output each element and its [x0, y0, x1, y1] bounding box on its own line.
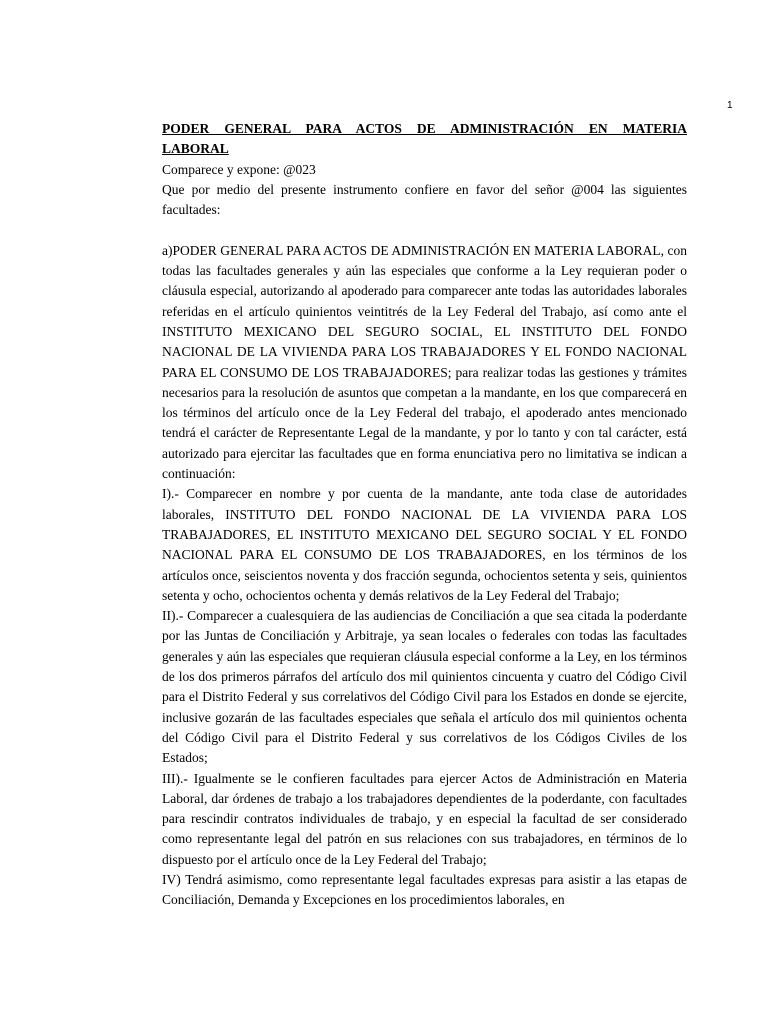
section-a-paragraph: a)PODER GENERAL PARA ACTOS DE ADMINISTRACIÓN EN MATERIA LABORAL, con todas las facultades generales y aún las especiales que conforme a la Ley requieran poder o cláusula especial, autorizando al apoderado para comparecer ante todas las autoridades laborales referidas en el artículo quinientos veintitrés de la Ley Federal del Trabajo, así como ante el INSTITUTO MEXICANO DEL SEGURO SOCIAL, EL INSTITUTO DEL FONDO NACIONAL DE LA VIVIENDA PARA LOS TRABAJADORES Y EL FONDO NACIONAL PARA EL CONSUMO DE LOS TRABAJADORES; para realizar todas las gestiones y trámites necesarios para la resolución de asuntos que competan a la mandante, en los que comparecerá en los términos del artículo once de la Ley Federal del trabajo, el apoderado antes mencionado tendrá el carácter de Representante Legal de la mandante, y por lo tanto y con tal carácter, está autorizado para ejercitar las facultades que en forma enunciativa pero no limitativa se indican a continuación:	[162, 242, 687, 482]
intro-paragraph: Comparece y expone: @023	[162, 161, 316, 177]
item-3-paragraph: III).- Igualmente se le confieren facultades para ejercer Actos de Administración en Materia Laboral, dar órdenes de trabajo a los trabajadores dependientes de la poderdante, con facultades para rescindir contratos individuales de trabajo, y en especial la facultad de ser considerado como representante legal del patrón en sus relaciones con sus trabajadores, en términos de lo dispuesto por el artículo once de la Ley Federal del Trabajo;	[162, 770, 687, 867]
document-title: PODER GENERAL PARA ACTOS DE ADMINISTRACIÓN EN MATERIA LABORAL	[162, 121, 687, 157]
page-number: 1	[727, 100, 733, 111]
item-2-paragraph: II).- Comparecer a cualesquiera de las audiencias de Conciliación a que sea citada la poderdante por las Juntas de Conciliación y Arbitraje, ya sean locales o federales con todas las facultades generales y aún las especiales que requieran cláusula especial conforme a la Ley, en los términos de los dos primeros párrafos del artículo dos mil quinientos cincuenta y cuatro del Código Civil para el Distrito Federal y sus correlativos del Código Civil para los Estados en donde se ejercite, inclusive gozarán de las facultades especiales que señala el artículo dos mil quinientos ochenta del Código Civil para el Distrito Federal y sus correlativos de los Códigos Civiles de los Estados;	[162, 608, 687, 766]
item-1-paragraph: I).- Comparecer en nombre y por cuenta de la mandante, ante toda clase de autoridades laborales, INSTITUTO DEL FONDO NACIONAL DE LA VIVIENDA PARA LOS TRABAJADORES, EL INSTITUTO MEXICANO DEL SEGURO SOCIAL Y EL FONDO NACIONAL PARA EL CONSUMO DE LOS TRABAJADORES, en los términos de los artículos once, seiscientos noventa y dos fracción segunda, ochocientos setenta y seis, quinientos setenta y ocho, ochocientos ochenta y demás relativos de la Ley Federal del Trabajo;	[162, 486, 687, 603]
paragraph-spacer	[162, 220, 687, 240]
intro-paragraph-2: Que por medio del presente instrumento confiere en favor del señor @004 las siguientes facultades:	[162, 181, 687, 218]
item-4-paragraph: IV) Tendrá asimismo, como representante legal facultades expresas para asistir a las etapas de Conciliación, Demanda y Excepciones en los procedimientos laborales, en	[162, 871, 687, 908]
document-body	[162, 119, 687, 911]
